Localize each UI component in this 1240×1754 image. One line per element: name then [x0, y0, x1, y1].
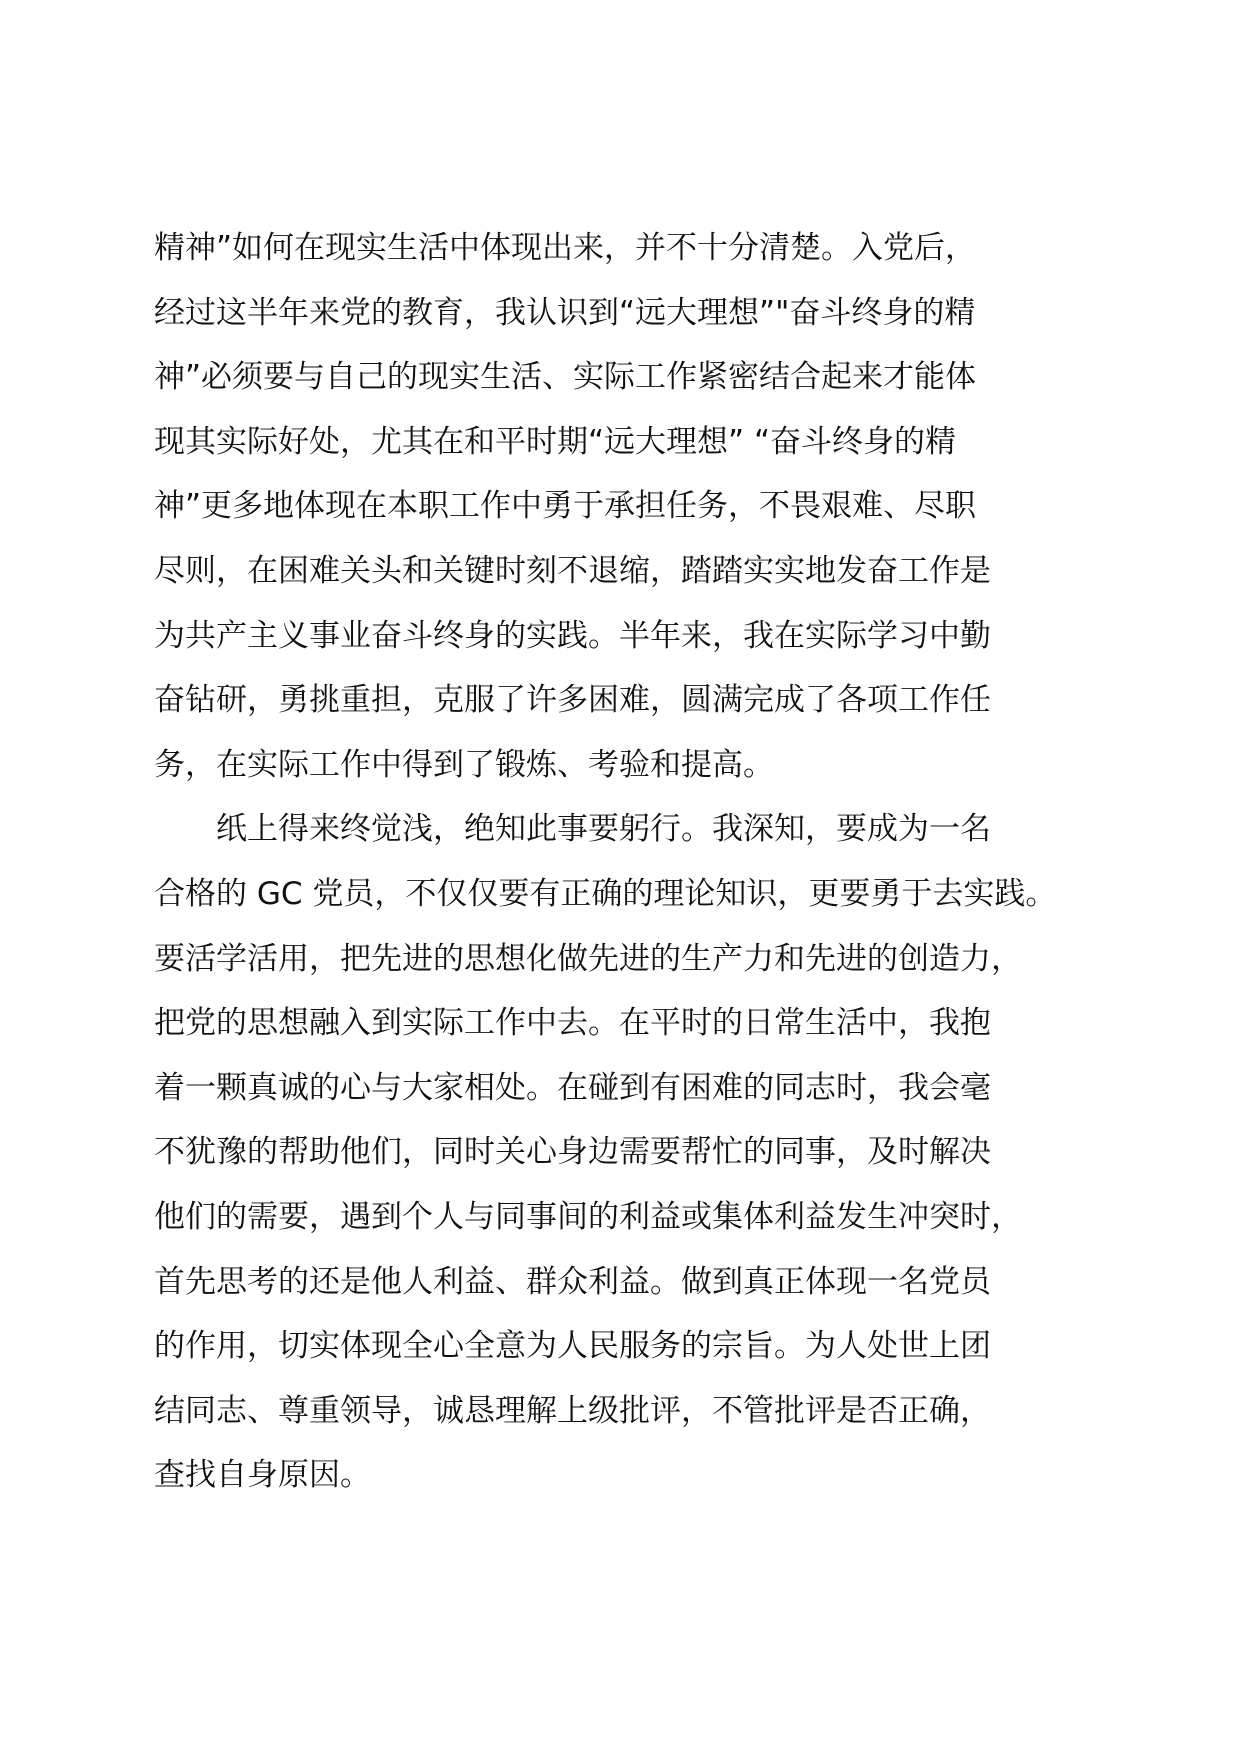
text-line: 神”必须要与自己的现实生活、实际工作紧密结合起来才能体 [154, 359, 977, 396]
text-line: 不犹豫的帮助他们，同时关心身边需要帮忙的同事，及时解决 [154, 1134, 991, 1171]
text-line: 的作用，切实体现全心全意为人民服务的宗旨。为人处世上团 [154, 1328, 991, 1365]
text-line: 结同志、尊重领导，诚恳理解上级批评，不管批评是否正确， [154, 1392, 991, 1429]
paragraph-first-line: 纸上得来终觉浅，绝知此事要躬行。我深知，要成为一名 [216, 811, 991, 848]
text-line: 为共产主义事业奋斗终身的实践。半年来，我在实际学习中勤 [154, 617, 991, 654]
text-line: 着一颗真诚的心与大家相处。在碰到有困难的同志时，我会毫 [154, 1069, 991, 1106]
text-line: 查找自身原因。 [154, 1457, 371, 1494]
text-line: 经过这半年来党的教育，我认识到“远大理想”"奋斗终身的精 [154, 294, 976, 331]
text-line: 合格的 GC 党员，不仅仅要有正确的理论知识，更要勇于去实践。 [154, 875, 1057, 912]
text-line: 神”更多地体现在本职工作中勇于承担任务，不畏艰难、尽职 [154, 488, 977, 525]
text-line: 务，在实际工作中得到了锻炼、考验和提高。 [154, 746, 774, 783]
text-line: 把党的思想融入到实际工作中去。在平时的日常生活中，我抱 [154, 1005, 991, 1042]
text-line: 尽则，在困难关头和关键时刻不退缩，踏踏实实地发奋工作是 [154, 552, 991, 589]
document-body [154, 216, 1110, 1508]
text-line: 他们的需要，遇到个人与同事间的利益或集体利益发生冲突时， [154, 1198, 1022, 1235]
text-line: 精神”如何在现实生活中体现出来，并不十分清楚。入党后， [154, 230, 977, 266]
text-line: 奋钻研，勇挑重担，克服了许多困难，圆满完成了各项工作任 [154, 682, 991, 719]
text-line: 现其实际好处，尤其在和平时期“远大理想” “奋斗终身的精 [154, 423, 957, 460]
text-line: 要活学活用，把先进的思想化做先进的生产力和先进的创造力， [154, 940, 1022, 977]
text-line: 首先思考的还是他人利益、群众利益。做到真正体现一名党员 [154, 1263, 991, 1300]
